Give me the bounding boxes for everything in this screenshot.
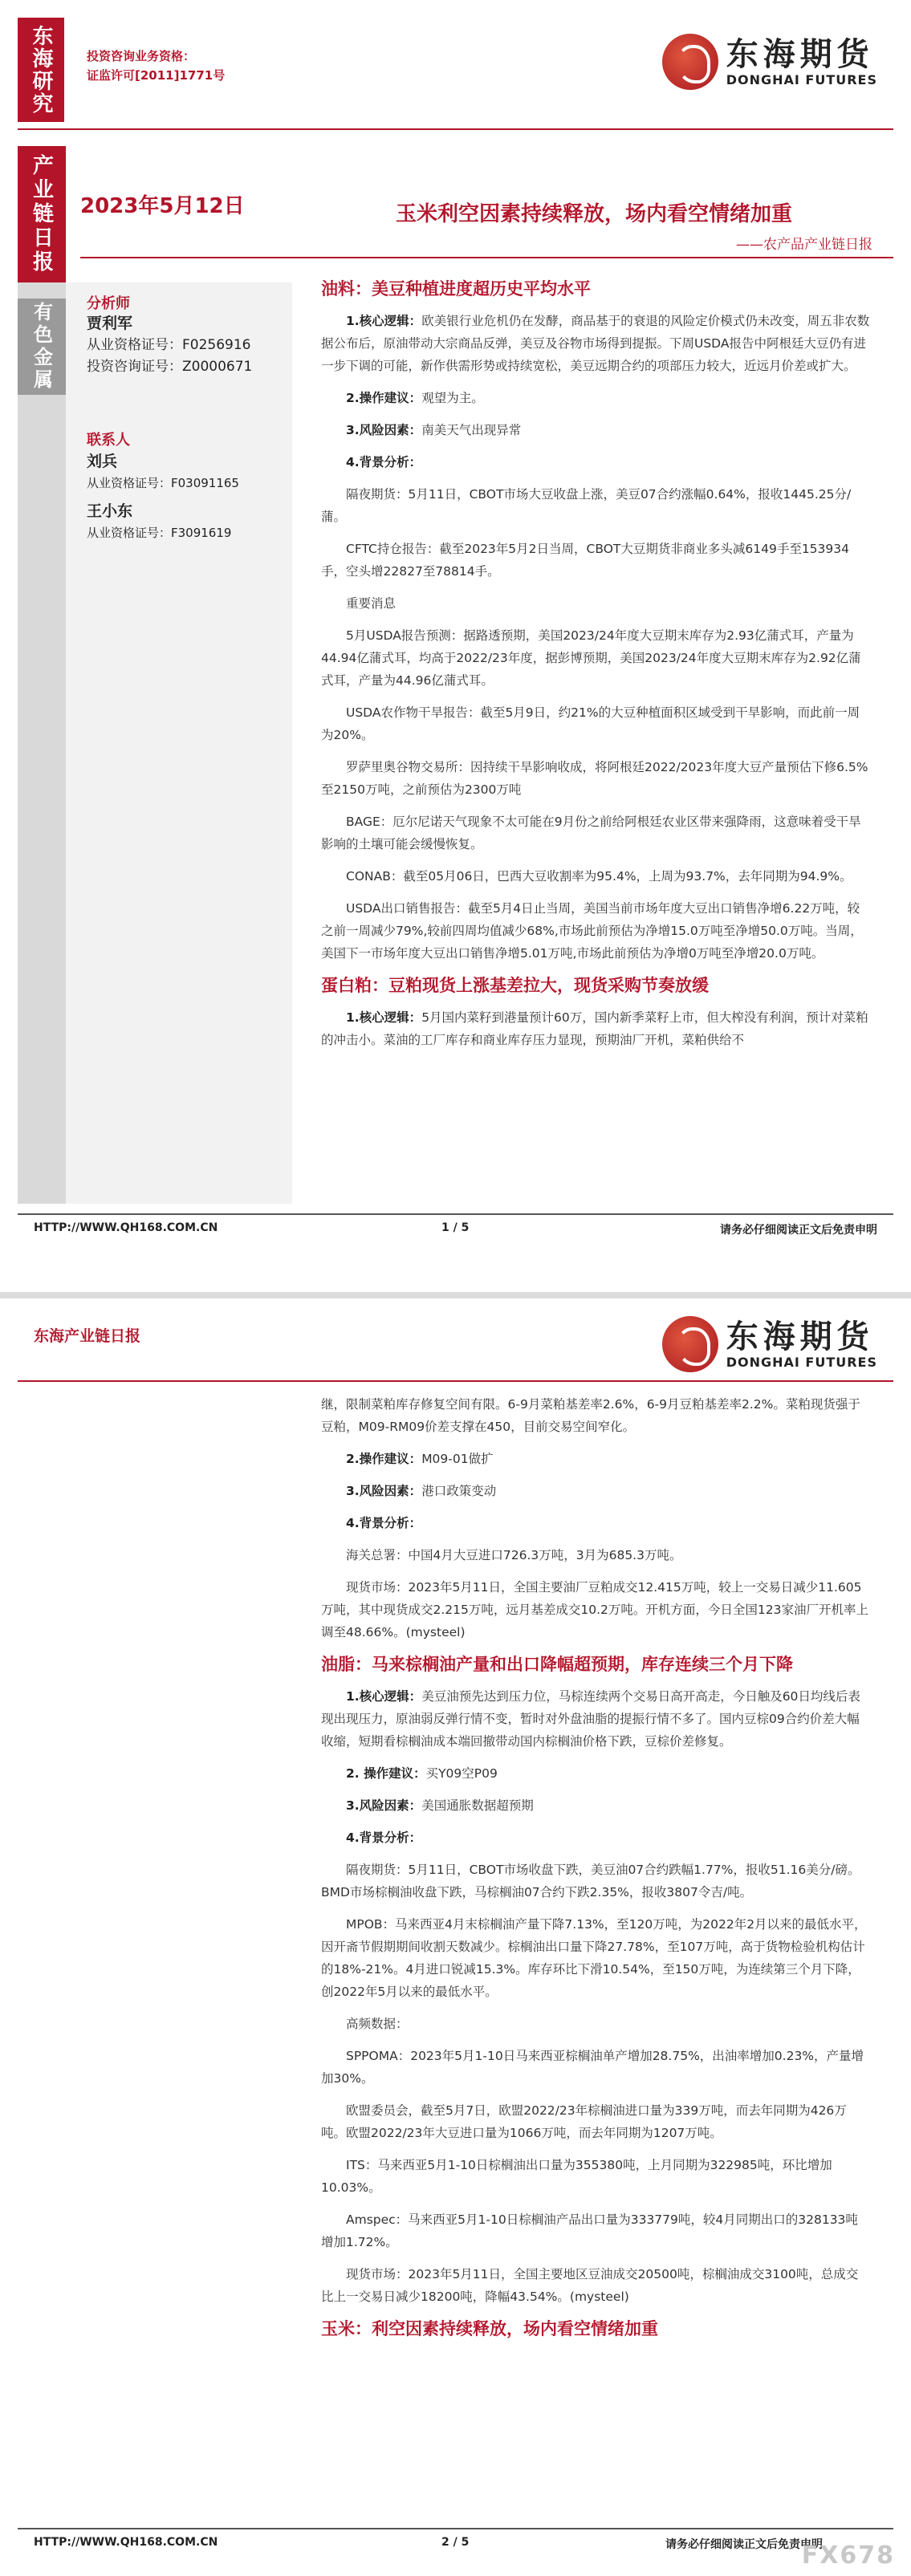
side-bar [18,282,66,1204]
paragraph: CONAB：截至05月06日，巴西大豆收割率为95.4%，上周为93.7%，去年同期为94.9%。 [346,869,852,884]
paragraph: 现货市场：2023年5月11日，全国主要地区豆油成交20500吨，棕榈油成交3100吨，总成交比上一交易日减少18200吨，降幅43.54%。(mysteel) [321,2267,859,2304]
footer-disclaimer-2: 请务必仔细阅读正文后免责申明 [665,2538,823,2551]
company-logo [662,34,877,90]
analyst-label: 分析师 [87,295,130,312]
section-oilseeds-title: 油料：美豆种植进度超历史平均水平 [321,279,591,299]
risk-text: 美国通胀数据超预期 [421,1798,534,1813]
section-corn-title: 玉米：利空因素持续释放，场内看空情绪加重 [321,2319,658,2338]
paragraph: MPOB：马来西亚4月末棕榈油产量下降7.13%，至120万吨，为2022年2月以来的最低水平，因开斋节假期期间收割天数减少。棕榈油出口量下降27.78%，至107万吨，高于货物检验机构估计的18%-21%。4月进口锐减15.3%。库存环比下滑10.54%，至150万吨，为连续第三个月下降，创2022年5月以来的最低水平。 [321,1917,867,1999]
report-date: 2023年5月12日 [80,194,245,218]
header-rule [18,128,893,130]
analyst-info [87,313,252,378]
analyst-name: 贾利军 [87,315,133,332]
title-rule [80,257,893,258]
paragraph: 罗萨里奥谷物交易所：因持续干旱影响收成，将阿根廷2022/2023年度大豆产量预估下修6.5%至2150万吨，之前预估为2300万吨 [321,760,868,797]
contact-label: 联系人 [87,432,130,449]
footer-rule [18,1213,893,1215]
section-protein-meal-title: 蛋白粕：豆粕现货上涨基差拉大，现货采购节奏放缓 [321,976,709,995]
paragraph: USDA农作物干旱报告：截至5月9日，约21%的大豆种植面积区域受到干旱影响，而此前一周为20%。 [321,705,860,742]
paragraph: SPPOMA：2023年5月1-10日马来西亚棕榈油单产增加28.75%，出油率增加0.23%，产量增加30%。 [321,2049,864,2086]
contact-1-name: 刘兵 [87,453,118,470]
advice-text: 观望为主。 [421,391,484,405]
logo-cn: 东海期货 [726,1318,874,1355]
page-2-header: 东海产业链日报 [34,1327,141,1345]
risk-label: 3.风险因素： [346,423,422,437]
footer-page-number: 1 / 5 [441,1221,470,1234]
core-logic-text: 美豆油预先达到压力位，马棕连续两个交易日高开高走，今日触及60日均线后表现出现压力，原油弱反弹行情不变，暂时对外盘油脂的提振行情不多了。国内豆棕09合约价差大幅收缩，短期看棕榈油成本端回撤带动国内棕榈油价格下跌，豆棕价差修复。 [321,1689,860,1749]
paragraph: 现货市场：2023年5月11日，全国主要油厂豆粕成交12.415万吨，较上一交易日减少11.605万吨，其中现货成交2.215万吨，远月基差成交10.2万吨。开机方面，今日全国123家油厂开机率上调至48.66%。(mysteel) [321,1580,868,1639]
report-subtitle: ——农产品产业链日报 [736,237,872,253]
risk-label: 3.风险因素： [346,1484,422,1498]
core-logic-text: 5月国内菜籽到港量预计60万，国内新季菜籽上市，但大榨没有利润，预计对菜粕的冲击小。菜油的工厂库存和商业库存压力显现，预期油厂开机，菜粕供给不 [321,1010,868,1047]
report-title: 玉米利空因素持续释放，场内看空情绪加重 [395,202,792,226]
paragraph: BAGE：厄尔尼诺天气现象不太可能在9月份之前给阿根廷农业区带来强降雨，这意味着受干旱影响的土壤可能会缓慢恢复。 [321,815,861,851]
paragraph: 高频数据： [346,2017,409,2031]
header-rule-2 [18,1380,893,1382]
side-category: 有色金属 [18,299,66,395]
license-line-1: 投资咨询业务资格： [87,49,196,63]
advice-text: 买Y09空P09 [425,1766,498,1781]
paragraph: CFTC持仓报告：截至2023年5月2日当周，CBOT大豆期货非商业多头减6149手至153934手，空头增22827至78814手。 [321,542,849,579]
background-label: 4.背景分析： [346,455,422,469]
paragraph: 5月USDA报告预测：据路透预期，美国2023/24年度大豆期末库存为2.93亿蒲式耳，产量为44.94亿蒲式耳，均高于2022/23年度，据彭博预期，美国2023/24年度大豆期末库存为2.92亿蒲式耳，产量为44.96亿蒲式耳。 [321,628,861,688]
contact-2-name: 王小东 [87,502,133,520]
paragraph: 隔夜期货：5月11日，CBOT市场收盘下跌，美豆油07合约跌幅1.77%，报收51.16美分/磅。BMD市场棕榈油收盘下跌，马棕榈油07合约下跌2.35%，报收3807令吉/吨。 [321,1863,860,1899]
company-logo-2 [662,1316,877,1372]
footer-disclaimer: 请务必仔细阅读正文后免责申明 [720,1224,877,1237]
core-logic-text: 欧美银行业危机仍在发酵，商品基于的衰退的风险定价模式仍未改变，周五非农数据公布后，原油带动大宗商品反弹，美豆及谷物市场得到提振。下周USDA报告中阿根廷大豆仍有进一步下调的可能，新作供需形势或持续宽松，美豆远期合约的项部压力较大，近远月价差或扩大。 [321,314,870,373]
advice-label: 2.操作建议： [346,1452,422,1466]
paragraph: 欧盟委员会，截至5月7日，欧盟2022/23年棕榈油进口量为339万吨，而去年同期为426万吨。欧盟2022/23年大豆进口量为1066万吨，而去年同期为1207万吨。 [321,2103,847,2140]
advice-label: 2.操作建议： [346,391,422,405]
footer-url-2[interactable]: HTTP://WWW.QH168.COM.CN [34,2536,218,2549]
section-oils-title: 油脂：马来棕榈油产量和出口降幅超预期，库存连续三个月下降 [321,1655,793,1674]
advice-label: 2. 操作建议： [346,1766,426,1781]
page-gap [0,1292,911,1298]
brand-box: 东海研究 [18,18,64,122]
risk-text: 南美天气出现异常 [421,423,522,437]
license-line-2: 证监许可[2011]1771号 [87,68,226,83]
contact-2-cert: 从业资格证号：F3091619 [87,526,232,540]
background-label: 4.背景分析： [346,1516,422,1530]
paragraph: 继，限制菜粕库存修复空间有限。6-9月菜粕基差率2.6%，6-9月豆粕基差率2.2%。菜粕现货强于豆粕，M09-RM09价差支撑在450，目前交易空间窄化。 [321,1397,860,1434]
paragraph: 海关总署：中国4月大豆进口726.3万吨，3月为685.3万吨。 [346,1548,682,1562]
footer-rule-2 [18,2528,893,2529]
logo-emblem-icon [662,1316,718,1372]
paragraph: Amspec：马来西亚5月1-10日棕榈油产品出口量为333779吨，较4月同期出口的328133吨增加1.72%。 [321,2212,858,2249]
license-info [87,47,225,85]
paragraph: 隔夜期货：5月11日，CBOT市场大豆收盘上涨，美豆07合约涨幅0.64%，报收1445.25分/蒲。 [321,487,852,524]
core-logic-label: 1.核心逻辑： [346,1689,422,1704]
page-1-content [321,274,870,1061]
logo-cn: 东海期货 [726,35,874,73]
advice-text: M09-01做扩 [421,1452,494,1466]
analyst-cert-1: 从业资格证号：F0256916 [87,337,251,353]
logo-en: DONGHAI FUTURES [726,71,877,87]
analyst-cert-2: 投资咨询证号：Z0000671 [87,359,253,375]
side-title: 产业链日报 [18,146,66,282]
author-panel [66,282,292,1204]
page-2-content [321,1393,870,2350]
footer-url[interactable]: HTTP://WWW.QH168.COM.CN [34,1221,218,1234]
core-logic-label: 1.核心逻辑： [346,1010,422,1025]
contact-info [87,451,239,544]
paragraph: ITS：马来西亚5月1-10日棕榈油出口量为355380吨，上月同期为322985吨，环比增加10.03%。 [321,2158,832,2195]
risk-text: 港口政策变动 [421,1484,497,1498]
contact-1-cert: 从业资格证号：F03091165 [87,476,239,490]
core-logic-label: 1.核心逻辑： [346,314,422,328]
risk-label: 3.风险因素： [346,1798,422,1813]
watermark: FX678 [801,2541,895,2570]
paragraph: USDA出口销售报告：截至5月4日止当周，美国当前市场年度大豆出口销售净增6.22万吨，较之前一周减少79%,较前四周均值减少68%,市场此前预估为净增15.0万吨至净增50.0万吨。当周，美国下一市场年度大豆出口销售净增5.01万吨,市场此前预估为净增0万吨至净增20.0万吨。 [321,901,863,961]
logo-emblem-icon [662,34,718,90]
footer-page-number-2: 2 / 5 [441,2536,470,2549]
background-label: 4.背景分析： [346,1830,422,1845]
logo-en: DONGHAI FUTURES [726,1354,877,1370]
paragraph: 重要消息 [346,596,397,611]
